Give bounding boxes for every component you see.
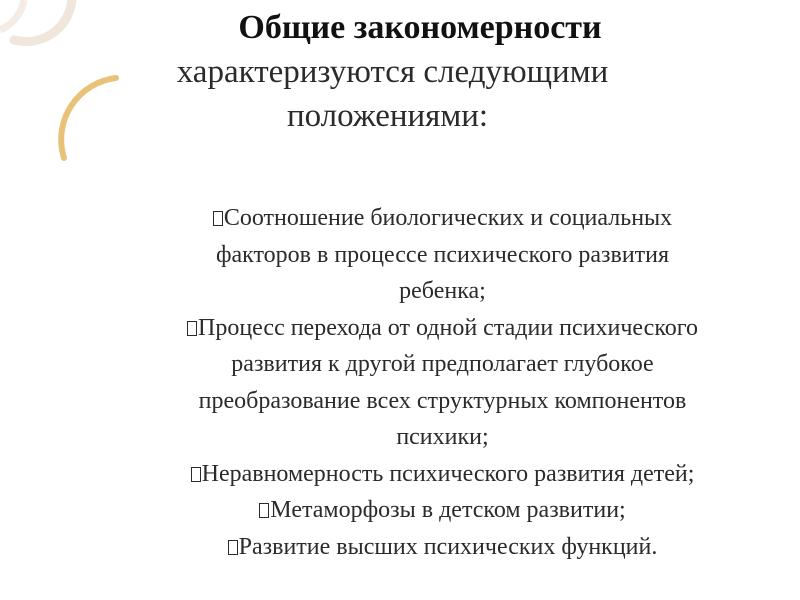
list-item xyxy=(110,529,775,566)
list-item-line: Соотношение биологических и социальных xyxy=(223,205,673,231)
list-item-line: Метаморфозы в детском развитии; xyxy=(270,497,626,523)
title-line-3: положениями: xyxy=(286,98,489,134)
list-item xyxy=(110,310,775,456)
list-item-line: Развитие высших психических функций. xyxy=(238,533,658,560)
list-item-line: ребенка; xyxy=(399,278,486,304)
missing-glyph-box-icon xyxy=(187,321,197,336)
missing-glyph-box-icon xyxy=(213,211,223,226)
list-item xyxy=(110,456,775,493)
missing-glyph-box-icon xyxy=(228,540,238,555)
title-bold-line: Общие закономерности xyxy=(238,9,602,46)
list-item xyxy=(110,200,775,310)
bullet-list xyxy=(110,200,775,565)
missing-glyph-box-icon xyxy=(191,467,201,482)
list-item-line: Неравномерность психического развития детей; xyxy=(201,460,695,487)
list-item-line: факторов в процессе психического развития xyxy=(215,241,670,268)
list-item-line: Процесс перехода от одной стадии психического xyxy=(197,314,699,341)
missing-glyph-box-icon xyxy=(259,503,269,518)
title-line-2: характеризуются следующими xyxy=(176,54,609,90)
list-item-line: психики; xyxy=(396,424,489,450)
list-item-line: развития к другой предполагает глубокое xyxy=(231,351,654,377)
slide-title xyxy=(0,8,800,138)
list-item xyxy=(110,492,775,529)
list-item-line: преобразование всех структурных компонентов xyxy=(198,387,687,414)
